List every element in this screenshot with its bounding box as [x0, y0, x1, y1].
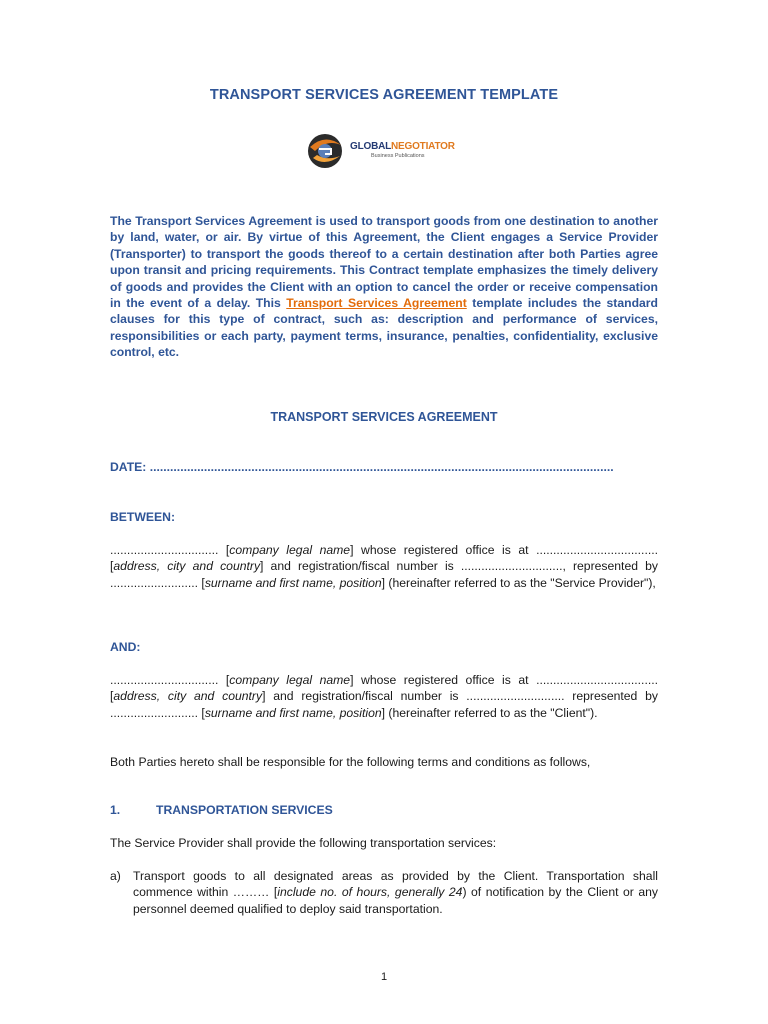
list-item-text: Transport goods to all designated areas as provided by the Client. Transportation shall commence within ……… [include no. of hours, generally 24) of notification by the Client or any personnel deemed qualified to deploy said transportation. [133, 869, 659, 916]
logo-tagline: Business Publications [371, 153, 425, 159]
page-number: 1 [380, 971, 388, 983]
and-label: AND: [110, 640, 141, 654]
agreement-heading: TRANSPORT SERVICES AGREEMENT [270, 410, 498, 424]
list-marker: a) [110, 869, 121, 883]
logo-brand-text: GLOBALNEGOTIATOR [350, 141, 455, 152]
section1-lead: The Service Provider shall provide the following transportation services: [110, 836, 497, 850]
party1-paragraph: ................................ [company legal name] whose registered office is at .................................... [address, city and country] and registration/fiscal number is .............................., represented by .......................... [surname and first name, position] (hereinafter referred to as the "Service Provider"), [110, 543, 658, 590]
globe-logo-icon [305, 131, 347, 171]
section1-heading: 1. TRANSPORTATION SERVICES [110, 803, 333, 817]
party2-paragraph: ................................ [company legal name] whose registered office is at .................................... [address, city and country] and registration/fiscal number is ............................. represented by .......................... [surname and first name, position] (hereinafter referred to as the "Client"). [110, 673, 658, 720]
date-field: DATE: ......................................................................................................................................... [110, 460, 614, 474]
between-label: BETWEEN: [110, 510, 175, 524]
document-title: TRANSPORT SERVICES AGREEMENT TEMPLATE [209, 87, 559, 103]
both-parties-paragraph: Both Parties hereto shall be responsible for the following terms and conditions as follows, [110, 755, 591, 769]
global-negotiator-logo [305, 131, 465, 171]
list-item [110, 868, 658, 917]
transport-services-agreement-link[interactable]: Transport Services Agreement [286, 296, 467, 311]
intro-paragraph: The Transport Services Agreement is used to transport goods from one destination to another by land, water, or air. By virtue of this Agreement, the Client engages a Service Provider (Transporter) to transport the goods thereof to a certain destination after both Parties agree upon transit and pricing requirements. This Contract template emphasizes the timely delivery of goods and provides the Client with an option to cancel the order or receive compensation in the event of a delay. This Transport Services Agreement template includes the standard clauses for this type of contract, such as: description and performance of services, responsibilities or each party, payment terms, insurance, penalties, confidentiality, exclusive control, etc. [110, 214, 658, 360]
